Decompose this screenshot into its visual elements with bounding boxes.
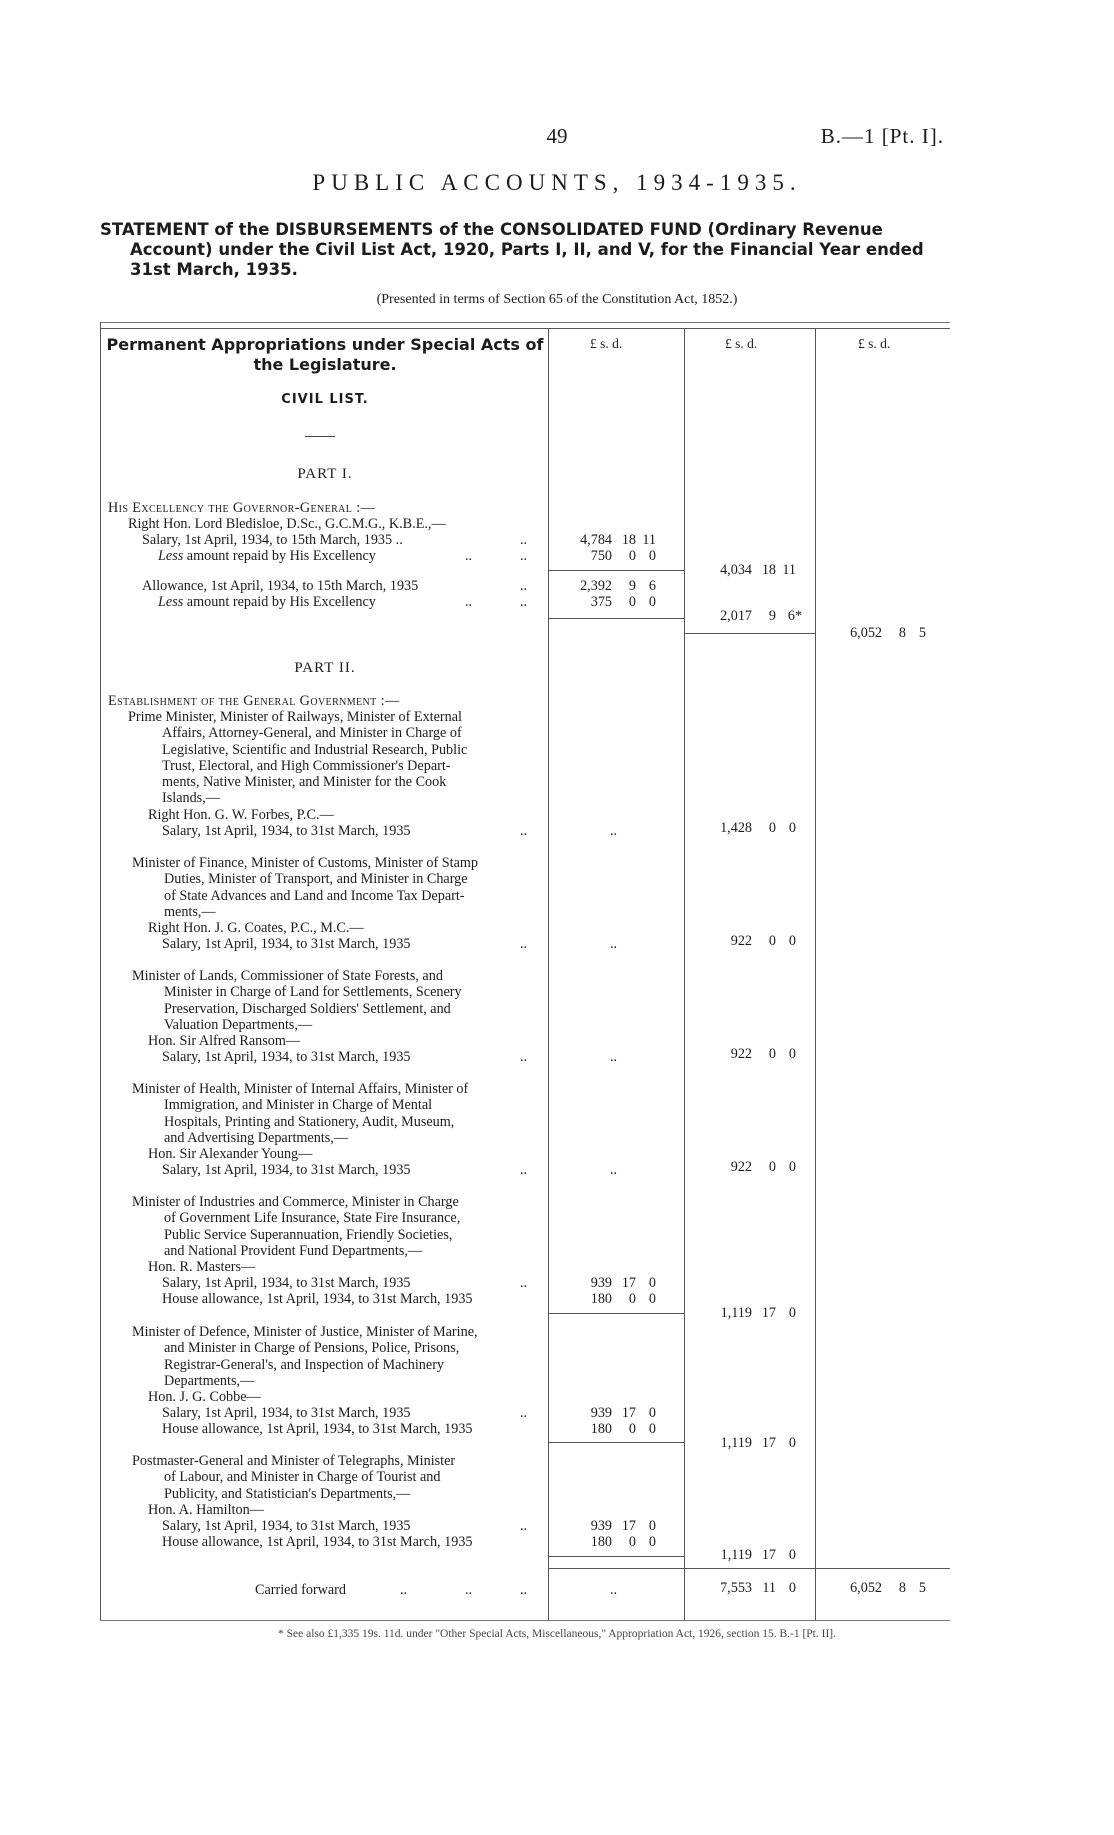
part-1-salary-less: Less amount repaid by His Excellency bbox=[158, 548, 376, 564]
leader-dots: .. bbox=[520, 1275, 528, 1291]
money-header-col1: £ s. d. bbox=[590, 336, 623, 351]
leader-dots: .. bbox=[520, 1582, 528, 1598]
leader-dots: .. bbox=[520, 1049, 528, 1065]
section-dash bbox=[305, 436, 335, 437]
statement-text: STATEMENT of the DISBURSEMENTS of the CONSOLIDATED FUND (Ordinary Revenue Account) under the Civil List Act, 1920, Parts I, II, and V, for the Financial Year ended 31st March, 1935. bbox=[100, 220, 924, 279]
part-1-salary-amount: 4,784 18 11 bbox=[580, 532, 656, 548]
salary-amount: 939 17 0 bbox=[590, 1518, 656, 1534]
office-description: Minister of Industries and Commerce, Minister in Charge of Government Life Insurance, State Fire Insurance, Public Service Superannuation, Friendly Societies, and National Provident Fund Departments,— bbox=[132, 1194, 461, 1259]
office-holder: Right Hon. G. W. Forbes, P.C.— bbox=[148, 807, 334, 823]
column-heading: Permanent Appropriations under Special Acts of the Legislature. bbox=[106, 335, 544, 374]
office-description: Postmaster-General and Minister of Telegraphs, Minister of Labour, and Minister in Charge of Tourist and Publicity, and Statistician's Departments,— bbox=[132, 1453, 456, 1502]
table-bottom-rule bbox=[100, 1620, 950, 1621]
document-reference: B.—1 [Pt. I]. bbox=[820, 124, 944, 148]
leader-dots: .. bbox=[610, 1162, 618, 1178]
part-1-person: Right Hon. Lord Bledisloe, D.Sc., G.C.M.G., K.B.E.,— bbox=[128, 516, 446, 532]
house-allowance-label: House allowance, 1st April, 1934, to 31st March, 1935 bbox=[162, 1421, 473, 1437]
leader-dots: .. bbox=[465, 594, 473, 610]
entry-total: 1,428 0 0 bbox=[720, 820, 796, 836]
part-1-heading: PART I. bbox=[297, 466, 353, 482]
part-2-heading: PART II. bbox=[294, 660, 356, 676]
leader-dots: .. bbox=[610, 936, 618, 952]
leader-dots: .. bbox=[520, 823, 528, 839]
office-holder: Right Hon. J. G. Coates, P.C., M.C.— bbox=[148, 920, 364, 936]
leader-dots: .. bbox=[520, 594, 528, 610]
part-1-salary-less-amount: 750 0 0 bbox=[590, 548, 656, 564]
part-1-allowance-less-amount: 375 0 0 bbox=[590, 594, 656, 610]
entry-total: 922 0 0 bbox=[730, 1159, 796, 1175]
column-rule-3 bbox=[815, 328, 816, 1620]
salary-label: Salary, 1st April, 1934, to 31st March, 1935 bbox=[162, 1275, 411, 1291]
leader-dots: .. bbox=[520, 936, 528, 952]
entry-total: 922 0 0 bbox=[730, 1046, 796, 1062]
carried-forward-rule bbox=[684, 1568, 950, 1569]
leader-dots: .. bbox=[465, 1582, 473, 1598]
leader-dots: .. bbox=[520, 578, 528, 594]
house-allowance-label: House allowance, 1st April, 1934, to 31st March, 1935 bbox=[162, 1534, 473, 1550]
part-1-group: His Excellency the Governor-General :— bbox=[108, 500, 376, 516]
footnote: * See also £1,335 19s. 11d. under "Other Special Acts, Miscellaneous," Appropriation Act, 1926, section 15. B.-1 [Pt. II]. bbox=[277, 1628, 836, 1640]
column-rule-1 bbox=[548, 328, 549, 1620]
leader-dots: .. bbox=[520, 1518, 528, 1534]
table-left-rule bbox=[100, 322, 101, 1620]
house-allowance-amount: 180 0 0 bbox=[590, 1421, 656, 1437]
part-1-salary-label: Salary, 1st April, 1934, to 15th March, 1935 .. bbox=[142, 532, 403, 548]
entry-total: 922 0 0 bbox=[730, 933, 796, 949]
page-title: PUBLIC ACCOUNTS, 1934-1935. bbox=[312, 170, 802, 195]
subtotal-rule bbox=[548, 1442, 684, 1443]
subtotal-rule bbox=[548, 1313, 684, 1314]
office-description: Minister of Defence, Minister of Justice, Minister of Marine, and Minister in Charge of Pensions, Police, Prisons, Registrar-General's, and Inspection of Machinery Departments,— bbox=[132, 1324, 478, 1389]
house-allowance-amount: 180 0 0 bbox=[590, 1534, 656, 1550]
subtotal-rule bbox=[684, 633, 815, 634]
leader-dots: .. bbox=[520, 1405, 528, 1421]
salary-amount: 939 17 0 bbox=[590, 1275, 656, 1291]
house-allowance-amount: 180 0 0 bbox=[590, 1291, 656, 1307]
leader-dots: .. bbox=[520, 1162, 528, 1178]
leader-dots: .. bbox=[520, 532, 528, 548]
part-1-salary-net: 4,034 18 11 bbox=[720, 562, 796, 578]
office-holder: Hon. R. Masters— bbox=[148, 1259, 256, 1275]
office-description: Minister of Finance, Minister of Customs, Minister of Stamp Duties, Minister of Transport, and Minister in Charge of State Advances and Land and Income Tax Depart- ments,— bbox=[132, 855, 478, 920]
carried-forward-label: Carried forward bbox=[255, 1582, 346, 1598]
civil-list-heading: CIVIL LIST. bbox=[281, 392, 369, 407]
part-1-allowance-amount: 2,392 9 6 bbox=[580, 578, 656, 594]
office-description: Minister of Health, Minister of Internal Affairs, Minister of Immigration, and Minister in Charge of Mental Hospitals, Printing and Stationery, Audit, Museum, and Advertising Departments,— bbox=[132, 1081, 469, 1146]
part-1-allowance-less: Less amount repaid by His Excellency bbox=[158, 594, 376, 610]
presented-note: (Presented in terms of Section 65 of the Constitution Act, 1852.) bbox=[376, 292, 738, 307]
table-top-rule bbox=[100, 322, 950, 323]
entry-total: 1,119 17 0 bbox=[720, 1305, 796, 1321]
office-holder: Hon. J. G. Cobbe— bbox=[148, 1389, 261, 1405]
salary-label: Salary, 1st April, 1934, to 31st March, 1935 bbox=[162, 1162, 411, 1178]
leader-dots: .. bbox=[610, 823, 618, 839]
house-allowance-label: House allowance, 1st April, 1934, to 31st March, 1935 bbox=[162, 1291, 473, 1307]
money-header-col2: £ s. d. bbox=[725, 336, 758, 351]
leader-dots: .. bbox=[610, 1049, 618, 1065]
leader-dots: .. bbox=[610, 1582, 618, 1598]
carried-forward-rule bbox=[548, 1568, 684, 1569]
office-holder: Hon. Sir Alexander Young— bbox=[148, 1146, 313, 1162]
office-description: Prime Minister, Minister of Railways, Minister of External Affairs, Attorney-General, and Minister in Charge of Legislative, Scientific and Industrial Research, Public Trust, Electoral, and High Commissioner's Depart- ments, Native Minister, and Minister for the Cook Islands,— bbox=[128, 709, 468, 807]
subtotal-rule bbox=[548, 618, 684, 619]
leader-dots: .. bbox=[520, 548, 528, 564]
page-number: 49 bbox=[546, 124, 568, 148]
subtotal-rule bbox=[548, 570, 684, 571]
office-description: Minister of Lands, Commissioner of State Forests, and Minister in Charge of Land for Settlements, Scenery Preservation, Discharged Soldiers' Settlement, and Valuation Departments,— bbox=[132, 968, 462, 1033]
table-top-rule-2 bbox=[100, 328, 950, 329]
part-1-allowance-label: Allowance, 1st April, 1934, to 15th March, 1935 bbox=[142, 578, 419, 594]
salary-label: Salary, 1st April, 1934, to 31st March, 1935 bbox=[162, 1049, 411, 1065]
money-header-col3: £ s. d. bbox=[858, 336, 891, 351]
entry-total: 1,119 17 0 bbox=[720, 1547, 796, 1563]
statement-heading bbox=[100, 220, 940, 280]
carried-forward-col3: 6,052 8 5 bbox=[850, 1580, 926, 1596]
office-holder: Hon. A. Hamilton— bbox=[148, 1502, 264, 1518]
part-1-allowance-net: 2,017 9 6* bbox=[720, 608, 802, 624]
part-1-total: 6,052 8 5 bbox=[850, 625, 926, 641]
salary-amount: 939 17 0 bbox=[590, 1405, 656, 1421]
salary-label: Salary, 1st April, 1934, to 31st March, 1935 bbox=[162, 823, 411, 839]
salary-label: Salary, 1st April, 1934, to 31st March, 1935 bbox=[162, 1518, 411, 1534]
leader-dots: .. bbox=[400, 1582, 408, 1598]
subtotal-rule bbox=[548, 1556, 684, 1557]
salary-label: Salary, 1st April, 1934, to 31st March, 1935 bbox=[162, 936, 411, 952]
leader-dots: .. bbox=[465, 548, 473, 564]
entry-total: 1,119 17 0 bbox=[720, 1435, 796, 1451]
salary-label: Salary, 1st April, 1934, to 31st March, 1935 bbox=[162, 1405, 411, 1421]
carried-forward-col2: 7,553 11 0 bbox=[720, 1580, 796, 1596]
column-rule-2 bbox=[684, 328, 685, 1620]
part-2-group: Establishment of the General Government :— bbox=[108, 693, 400, 709]
office-holder: Hon. Sir Alfred Ransom— bbox=[148, 1033, 301, 1049]
